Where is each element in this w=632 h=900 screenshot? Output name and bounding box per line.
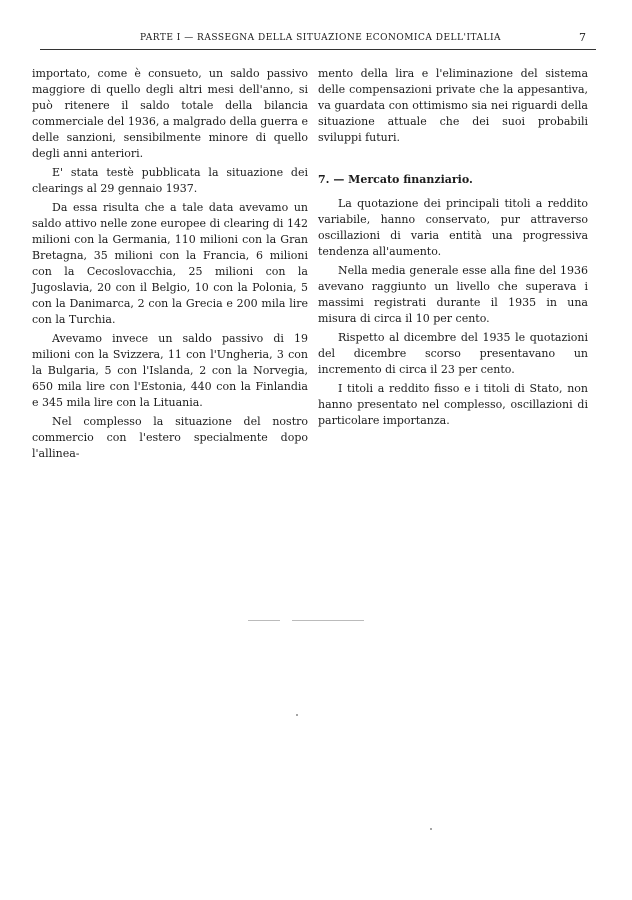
scan-artifact <box>248 620 280 621</box>
section-number: 7. <box>318 173 330 186</box>
scan-artifact <box>296 714 298 716</box>
paragraph: Nel complesso la situazione del nostro commercio con l'estero specialmente dopo l'allinea- <box>32 415 308 460</box>
paragraph: Avevamo invece un saldo passivo di 19 milioni con la Svizzera, 11 con l'Ungheria, 3 con la Bulgaria, 5 con l'Islanda, 2 con la Norvegia, 650 mila lire con l'Estonia, 440 con la Finlandia e 345 mila lire con la Lituania. <box>32 332 308 409</box>
section-heading <box>318 172 588 188</box>
paragraph-continuation: mento della lira e l'eliminazione del sistema delle compensazioni private che la appesantiva, va guardata con ottimismo sia nei riguardi della situazione attuale che dei suoi probabili sviluppi futuri. <box>318 67 588 144</box>
left-column <box>32 66 308 465</box>
paragraph: importato, come è consueto, un saldo passivo maggiore di quello degli altri mesi dell'anno, si può ritenere il saldo totale della bilancia commerciale del 1936, a malgrado della guerra e delle sanzioni, sensibilmente minore di quello degli anni anteriori. <box>32 67 308 160</box>
paragraph: I titoli a reddito fisso e i titoli di Stato, non hanno presentato nel complesso, oscillazioni di particolare importanza. <box>318 382 588 427</box>
scan-artifact <box>430 828 432 830</box>
paragraph: La quotazione dei principali titoli a reddito variabile, hanno conservato, pur attraverso oscillazioni di varia entità una progressiva tendenza all'aumento. <box>318 197 588 258</box>
running-title: PARTE I — RASSEGNA DELLA SITUAZIONE ECONOMICA DELL'ITALIA <box>140 33 502 43</box>
header-rule <box>40 49 596 50</box>
section-dash: — <box>333 173 345 186</box>
running-header <box>40 28 596 50</box>
paragraph: Nella media generale esse alla fine del 1936 avevano raggiunto un livello che superava i massimi registrati durante il 1935 in una misura di circa il 10 per cento. <box>318 264 588 325</box>
right-column <box>318 66 588 432</box>
paragraph: Rispetto al dicembre del 1935 le quotazioni del dicembre scorso presentavano un incremento di circa il 23 per cento. <box>318 331 588 376</box>
section-title: Mercato finanziario. <box>348 173 473 186</box>
paragraph: Da essa risulta che a tale data avevamo un saldo attivo nelle zone europee di clearing di 142 milioni con la Germania, 110 milioni con la Gran Bretagna, 35 milioni con la Francia, 6 milioni con la Cecoslovacchia, 25 milioni con la Jugoslavia, 20 con il Belgio, 10 con la Polonia, 5 con la Danimarca, 2 con la Grecia e 200 mila lire con la Turchia. <box>32 201 308 326</box>
scan-artifact <box>292 620 364 621</box>
page-number: 7 <box>579 31 586 44</box>
paragraph: E' stata testè pubblicata la situazione dei clearings al 29 gennaio 1937. <box>32 166 308 195</box>
